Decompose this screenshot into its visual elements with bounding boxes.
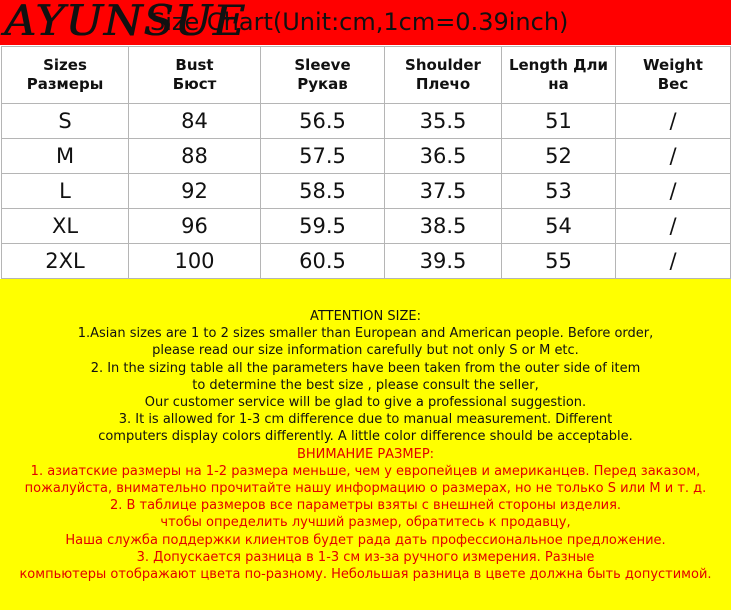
- sleeve-cell: 58.5: [261, 174, 385, 209]
- column-header-bust: Bust Бюст: [129, 47, 261, 104]
- size-cell: M: [2, 139, 129, 174]
- column-header-sleeve: Sleeve Рукав: [261, 47, 385, 104]
- table-header-row: [2, 47, 731, 104]
- weight-cell: /: [616, 244, 731, 279]
- table-row: [2, 244, 731, 279]
- shoulder-cell: 36.5: [385, 139, 502, 174]
- note-line: computers display colors differently. A little color difference should be acceptable.: [98, 429, 633, 445]
- brand-logo: AYUNSUE: [4, 0, 246, 45]
- weight-cell: /: [616, 139, 731, 174]
- bust-cell: 100: [129, 244, 261, 279]
- notes-heading-english: ATTENTION SIZE:: [310, 309, 421, 324]
- length-cell: 51: [502, 104, 616, 139]
- column-header-length: Length Дли на: [502, 47, 616, 104]
- note-line-russian: Наша служба поддержки клиентов будет рада дать профессиональное предложение.: [65, 532, 666, 548]
- size-table: [1, 46, 731, 279]
- bust-cell: 84: [129, 104, 261, 139]
- note-line-russian: 2. В таблице размеров все параметры взяты с внешней стороны изделия.: [109, 498, 622, 514]
- column-header-weight: Weight Вес: [616, 47, 731, 104]
- size-cell: S: [2, 104, 129, 139]
- length-cell: 53: [502, 174, 616, 209]
- size-chart-title: Size Chart(Unit:cm,1cm=0.39inch): [150, 8, 569, 36]
- note-line: 3. It is allowed for 1-3 cm difference due to manual measurement. Different: [118, 412, 613, 428]
- note-line: 1.Asian sizes are 1 to 2 sizes smaller than European and American people. Before order,: [77, 326, 654, 342]
- note-line-russian: чтобы определить лучший размер, обратитесь к продавцу,: [160, 515, 571, 531]
- shoulder-cell: 38.5: [385, 209, 502, 244]
- note-line: Our customer service will be glad to give a professional suggestion.: [144, 395, 587, 411]
- column-header-sizes: Sizes Размеры: [2, 47, 129, 104]
- sleeve-cell: 60.5: [261, 244, 385, 279]
- sleeve-cell: 56.5: [261, 104, 385, 139]
- bust-cell: 92: [129, 174, 261, 209]
- header-banner: [0, 0, 731, 45]
- weight-cell: /: [616, 209, 731, 244]
- notes-heading-russian: ВНИМАНИЕ РАЗМЕР:: [296, 446, 435, 462]
- length-cell: 54: [502, 209, 616, 244]
- shoulder-cell: 39.5: [385, 244, 502, 279]
- weight-cell: /: [616, 104, 731, 139]
- note-line-russian: компьютеры отображают цвета по-разному. Небольшая разница в цвете должна быть допустимой.: [19, 567, 712, 583]
- size-cell: XL: [2, 209, 129, 244]
- weight-cell: /: [616, 174, 731, 209]
- table-row: [2, 209, 731, 244]
- size-cell: 2XL: [2, 244, 129, 279]
- table-row: [2, 174, 731, 209]
- column-header-shoulder: Shoulder Плечо: [385, 47, 502, 104]
- note-line: to determine the best size , please consult the seller,: [192, 377, 539, 393]
- sleeve-cell: 57.5: [261, 139, 385, 174]
- note-line-russian: 1. азиатские размеры на 1-2 размера меньше, чем у европейцев и американцев. Перед заказом,: [30, 463, 701, 479]
- length-cell: 55: [502, 244, 616, 279]
- note-line-russian: пожалуйста, внимательно прочитайте нашу информацию о размерах, но не только S или M и т. д.: [24, 481, 707, 497]
- table-row: [2, 139, 731, 174]
- bust-cell: 96: [129, 209, 261, 244]
- bust-cell: 88: [129, 139, 261, 174]
- shoulder-cell: 37.5: [385, 174, 502, 209]
- size-notes-panel: [0, 279, 731, 610]
- length-cell: 52: [502, 139, 616, 174]
- note-line-russian: 3. Допускается разница в 1-3 см из-за ручного измерения. Разные: [136, 549, 595, 565]
- sleeve-cell: 59.5: [261, 209, 385, 244]
- table-row: [2, 104, 731, 139]
- shoulder-cell: 35.5: [385, 104, 502, 139]
- size-cell: L: [2, 174, 129, 209]
- note-line: please read our size information carefully but not only S or M etc.: [152, 343, 579, 359]
- note-line: 2. In the sizing table all the parameters have been taken from the outer side of item: [90, 360, 641, 376]
